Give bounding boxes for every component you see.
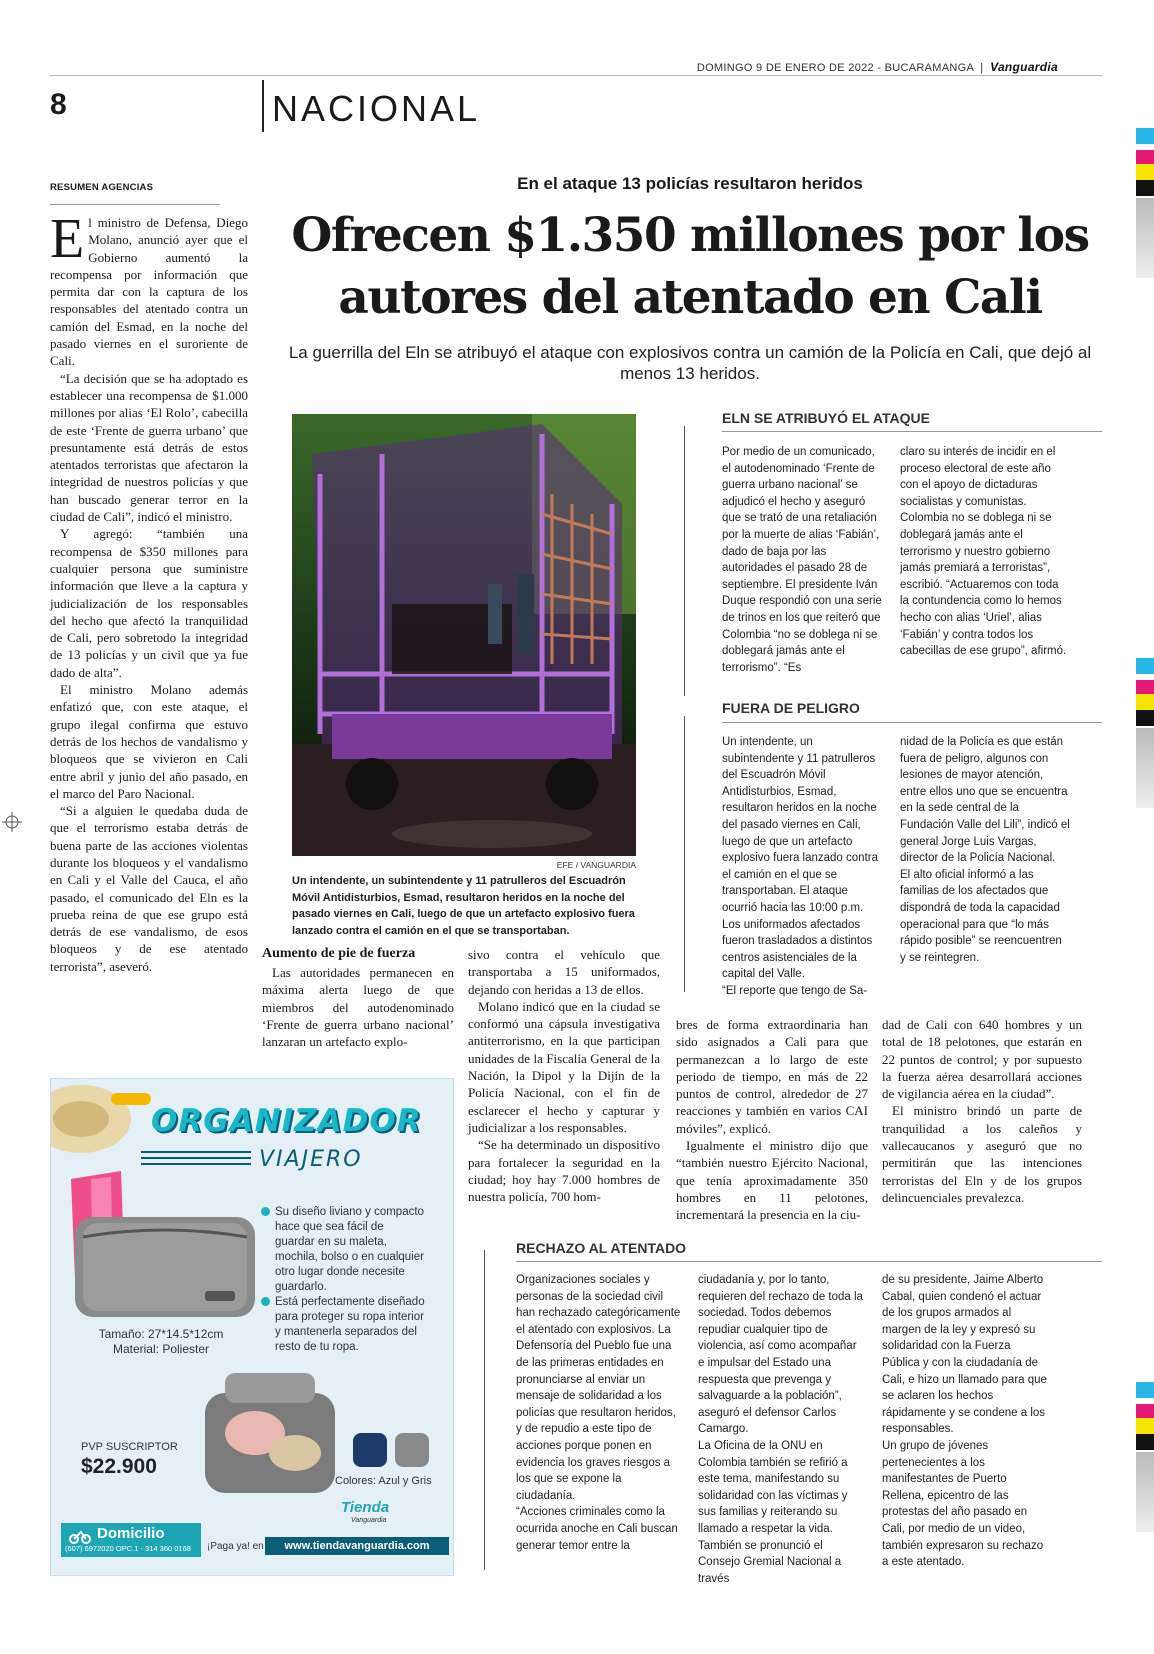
color-mark-gray bbox=[1136, 728, 1154, 808]
photo-caption: Un intendente, un subintendente y 11 patrulleros del Escuadrón Móvil Antidisturbios, Esmad, resultaron heridos en la noche del pasado viernes en Cali, luego de que un artefacto explosivo fuera lanzado contra el camión en el que se transportaban. bbox=[292, 875, 635, 937]
price: $22.900 bbox=[81, 1455, 157, 1478]
body-column: bres de forma extraordinaria han sido asignados a Cali para que permanezcan a lo largo de este periodo de tiempo, en más de 22 puntos de control, alrededor de 27 reacciones y también en varios CAI móviles”, explicó. Igualmente el ministro dijo que “también nuestro Ejército Nacional, que tenía aproximadamente 350 hombres en 11 pelotones, incrementará la presencia en la ciu- bbox=[676, 1017, 868, 1223]
sidebar-title: FUERA DE PELIGRO bbox=[722, 700, 860, 716]
delivery-label: Domicilio bbox=[97, 1525, 165, 1542]
ad-feature: Está perfectamente diseñado para proteger su ropa interior y mantenerla separados del resto de tu ropa. bbox=[275, 1295, 430, 1355]
color-mark-cyan bbox=[1136, 1382, 1154, 1398]
color-mark-gray bbox=[1136, 1452, 1154, 1532]
news-photo bbox=[292, 414, 636, 856]
ad-subtitle: VIAJERO bbox=[259, 1147, 363, 1172]
photo-credit: EFE / VANGUARDIA bbox=[556, 860, 636, 870]
crosshair-icon bbox=[2, 812, 22, 832]
byline: RESUMEN AGENCIAS bbox=[50, 182, 154, 193]
tienda-logo-sub: Vanguardia bbox=[351, 1517, 387, 1524]
bullet-icon bbox=[261, 1207, 270, 1216]
body-column: sivo contra el vehículo que transportaba a 15 uniformados, dejando con heridas a 13 de ellos. Molano indicó que en la ciudad se conformó una cápsula investigativa antiterrorismo, en la que participan unidades de la Fiscalía General de la Nación, la Dipol y la Dijín de la Policía Nacional, con el fin de esclarecer el hecho y capturar y judicializar a los responsables. “Se ha determinado un dispositivo para fortalecer la seguridad en la ciudad; hoy hay 7.000 hombres de nuestra policía, 700 hom- bbox=[468, 947, 660, 1205]
truck-photo-illustration bbox=[292, 414, 636, 856]
sidebar-bracket bbox=[684, 426, 696, 696]
sidebar-text: claro su interés de incidir en el proceso electoral de este año con el apoyo de dictaduras socialistas y comunistas. Colombia no se doblega ni se doblegará jamás ante el terrorismo y nuestro gobierno jamás premiará a terroristas”, escribió. “Actuaremos con toda la contundencia como lo hemos hecho con alias ‘Uriel’, alias ‘Fabián’ y contra todos los cabecillas de ese grupo”, afirmó. bbox=[900, 446, 1067, 658]
sidebar-text: de su presidente, Jaime Alberto Cabal, quien condenó el actuar de los grupos armados al margen de la ley y expresó su solidaridad con la Fuerza Pública y con la ciudadanía de Cali, e hizo un llamado para que se aclaren los hechos rápidamente y se condene a los responsables. Un grupo de jóvenes pertenecientes a los manifestantes de Puerto Rellena, epicentro de las protestas del año pasado en Cali, por medio de un video, también expresaron su rechazo a este atentado. bbox=[882, 1274, 1047, 1569]
tienda-logo: Tienda bbox=[341, 1499, 390, 1516]
dateline-text: DOMINGO 9 DE ENERO DE 2022 - BUCARAMANGA bbox=[696, 62, 974, 74]
left-column bbox=[50, 208, 248, 975]
brand-name: Vanguardia bbox=[990, 60, 1058, 74]
title-speed-lines bbox=[141, 1151, 251, 1169]
ad-colors: Colores: Azul y Gris bbox=[335, 1475, 432, 1487]
ad-feature: Su diseño liviano y compacto hace que sea fácil de guardar en su maleta, mochila, bolso o en cualquier otro lugar donde necesite guardarlo. bbox=[275, 1205, 425, 1295]
color-mark-black bbox=[1136, 710, 1154, 726]
ad-title: ORGANIZADOR bbox=[151, 1103, 422, 1139]
toiletry-bag-icon bbox=[65, 1197, 265, 1327]
delivery-phone: (607) 6972020 OPC.1 - 314 360 0168 bbox=[65, 1544, 191, 1553]
scooter-icon bbox=[69, 1526, 91, 1544]
sidebar-bracket bbox=[684, 716, 696, 992]
paragraph: “La decisión que se ha adoptado es establecer una recompensa de $1.000 millones por alias ‘El Rolo’, cabecilla de este ‘Frente de guerra urbano’ que presuntamente está detrás de estos atentados terroristas que afectaron la integridad de nuestros policías y que han buscado generar terror en la ciudad de Cali”, indicó el ministro. bbox=[50, 370, 248, 525]
store-url-link[interactable]: www.tiendavanguardia.com bbox=[265, 1537, 449, 1555]
section-title: NACIONAL bbox=[272, 88, 481, 129]
color-mark-yellow bbox=[1136, 164, 1154, 180]
sidebar-rule bbox=[722, 431, 1102, 432]
sidebar-rule bbox=[722, 722, 1102, 723]
sidebar-text: ciudadanía y, por lo tanto, requieren del rechazo de toda la sociedad. Todos debemos repudiar cualquier tipo de violencia, así como acompañar e impulsar del Estado una respuesta que prevenga y salvaguarde a la población”, aseguró el defensor Carlos Camargo. La Oficina de la ONU en Colombia también se refirió a este tema, manifestando su solidaridad con las víctimas y sus familias y reiterando su llamado a respetar la vida. También se pronunció el Consejo Gremial Nacional a través bbox=[698, 1274, 863, 1585]
paragraph: El ministro Molano además enfatizó que, con este ataque, el grupo ilegal confirma que estuvo detrás de los hechos de vandalismo y bloqueos que se vivieron en Cali entre abril y junio del año pasado, en el marco del Paro Nacional. bbox=[50, 682, 248, 801]
paragraph: “Si a alguien le quedaba duda de que el terrorismo estaba detrás de buena parte de las acciones violentas durante los bloqueos y el vandalismo en Cali y el Valle del Cauca, el año pasado, el comunicado del Eln es la prueba reina de que ese grupo está detrás de ese vandalismo, de esos bloqueos y de ese atentado terrorista”, aseveró. bbox=[50, 803, 248, 974]
dateline: DOMINGO 9 DE ENERO DE 2022 - BUCARAMANGA | Vanguardia bbox=[696, 60, 1058, 74]
pay-label: ¡Paga ya! en bbox=[207, 1541, 264, 1552]
color-mark-gray bbox=[1136, 198, 1154, 278]
color-mark-black bbox=[1136, 180, 1154, 196]
sidebar-text: Un intendente, un subintendente y 11 patrulleros del Escuadrón Móvil Antidisturbios, Esmad, resultaron heridos en la noche del pasado viernes en Cali, luego de que un artefacto explosivo fuera lanzado contra el camión en el que se transportaban. El ataque ocurrió hacia las 10:00 p.m. Los uniformados afectados fueron trasladados a distintos centros asistenciales de la capital del Valle. “El reporte que tengo de Sa- bbox=[722, 736, 878, 997]
top-rule bbox=[50, 75, 1102, 76]
price-label: PVP SUSCRIPTOR bbox=[81, 1441, 178, 1453]
headline: Ofrecen $1.350 millones por los autores del atentado en Cali bbox=[291, 208, 1089, 325]
deck: La guerrilla del Eln se atribuyó el ataque con explosivos contra un camión de la Policía en Cali, que dejó al menos 13 heridos. bbox=[288, 343, 1092, 383]
subhead: Aumento de pie de fuerza bbox=[262, 946, 416, 961]
section-divider bbox=[262, 80, 264, 132]
sidebar-text: Por medio de un comunicado, el autodenominado ‘Frente de guerra urbano nacional’ se adjudicó el hecho y aseguró que se trató de una retaliación por la muerte de alias ‘Fabián’, dado de baja por las autoridades el pasado 28 de septiembre. El presidente Iván Duque respondió con una serie de trinos en los que reiteró que Colombia “no se doblega ni se doblegará jamás ante el terrorismo”. “Es bbox=[722, 446, 882, 674]
kicker: En el ataque 13 policías resultaron heridos bbox=[517, 174, 863, 193]
paragraph: Y agregó: “también una recompensa de $350 millones para cualquier persona que suministre información que lleve a la captura y judicialización de los responsables del hecho que afectó la tranquilidad de Cali, pero sobretodo la integridad de 13 policías y un civil que ya fue dado de alta”. bbox=[50, 526, 248, 680]
byline-rule bbox=[50, 204, 220, 205]
color-swatches-icon bbox=[347, 1431, 437, 1471]
sidebar-title: RECHAZO AL ATENTADO bbox=[516, 1240, 687, 1256]
body-column: Las autoridades permanecen en máxima alerta luego de que miembros del autodenominado ‘Frente de guerra urbano nacional’ lanzaran un artefacto explo- bbox=[262, 965, 454, 1050]
page-number: 8 bbox=[50, 88, 67, 121]
advertisement[interactable] bbox=[50, 1078, 454, 1576]
bullet-icon bbox=[261, 1297, 270, 1306]
ad-specs: Tamaño: 27*14.5*12cm Material: Poliester bbox=[98, 1327, 224, 1356]
color-mark-cyan bbox=[1136, 658, 1154, 674]
color-mark-cyan bbox=[1136, 128, 1154, 144]
open-bag-icon bbox=[195, 1363, 345, 1513]
body-column: dad de Cali con 640 hombres y un total de 18 pelotones, que estarán en 22 puntos de control; y por supuesto la fuerza aérea desarrollará acciones de vigilancia aérea en la ciudad”. El ministro brindó un parte de tranquilidad a los caleños y vallecaucanos y aseguró que no permitirán que las intenciones terroristas del Eln y de los grupos delincuenciales prevalezca. bbox=[882, 1017, 1082, 1205]
paragraph: El ministro de Defensa, Diego Molano, anunció ayer que el Gobierno aumentó la recompensa por información que permita dar con la captura de los responsables del atentado contra un camión del Esmad, en la noche del pasado viernes en el suroriente de Cali. bbox=[50, 208, 248, 369]
color-mark-yellow bbox=[1136, 1418, 1154, 1434]
sidebar-text: nidad de la Policía es que están fuera de peligro, algunos con lesiones de mayor atención, entre ellos uno que se encuentra en la sede central de la Fundación Valle del Lili”, indicó el general Jorge Luis Vargas, director de la Policía Nacional. El alto oficial informó a las familias de los afectados que dispondrá de toda la capacidad operacional para que “lo más rápido posible” se reencuentren y se reintegren. bbox=[900, 736, 1070, 964]
color-mark-black bbox=[1136, 1434, 1154, 1450]
dropcap: E bbox=[50, 208, 85, 270]
sidebar-bracket bbox=[484, 1250, 496, 1570]
delivery-badge[interactable] bbox=[61, 1523, 201, 1557]
sidebar-text: Organizaciones sociales y personas de la sociedad civil han rechazado categóricamente el atentado con explosivos. La Defensoría del Pueblo fue una de las primeras entidades en pronunciarse al enviar un mensaje de solidaridad a los policías que resultaron heridos, y de repudio a este tipo de acciones porque ponen en evidencia los graves riesgos a los que se expone la ciudadanía. “Acciones criminales como la ocurrida anoche en Cali buscan generar temor entre la bbox=[516, 1274, 681, 1552]
color-mark-yellow bbox=[1136, 694, 1154, 710]
sidebar-title: ELN SE ATRIBUYÓ EL ATAQUE bbox=[722, 410, 930, 426]
sidebar-rule bbox=[516, 1261, 1102, 1262]
